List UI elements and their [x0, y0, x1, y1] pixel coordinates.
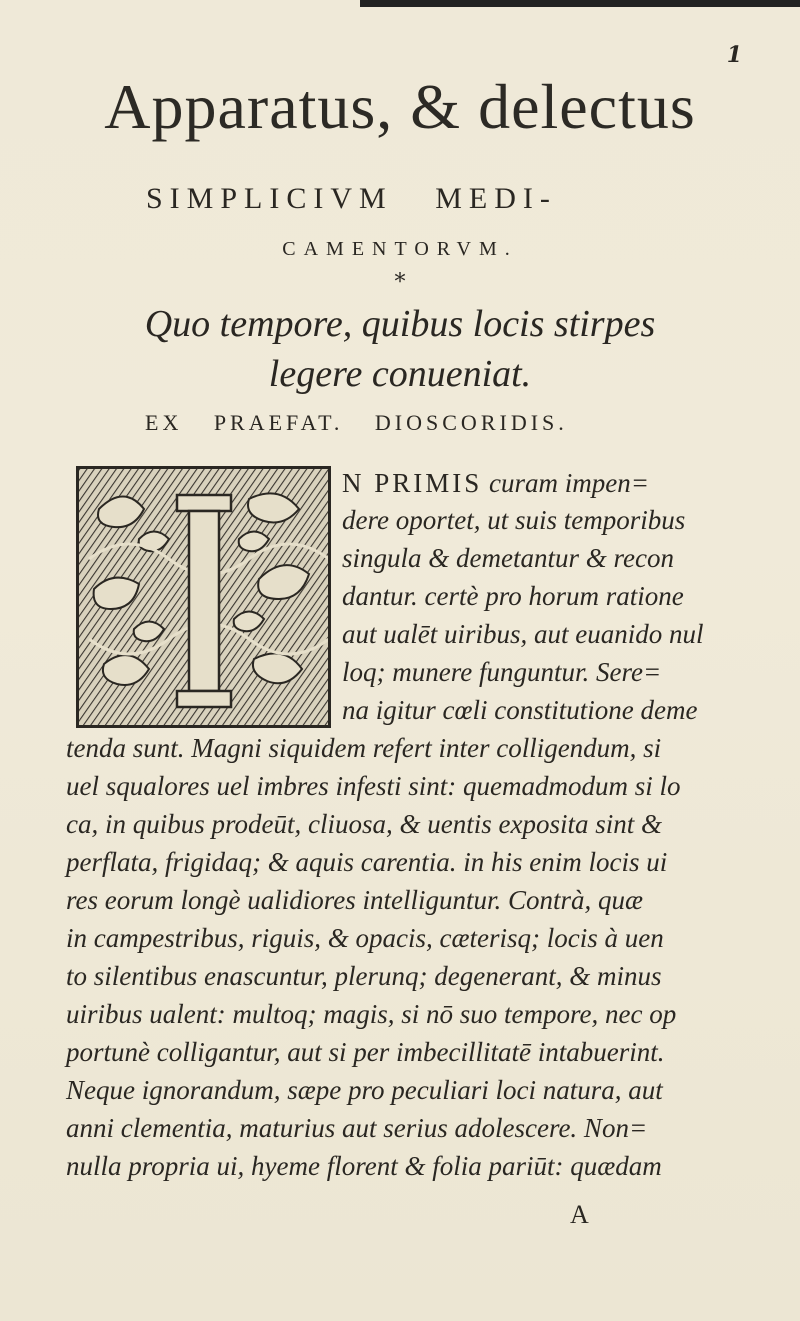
text-line: tenda sunt. Magni siquidem refert inter colligendum, si: [66, 733, 662, 763]
text-line: dere oportet, ut suis temporibus: [342, 505, 686, 535]
page-top-edge: [360, 0, 800, 7]
text-line: uiribus ualent: multoq; magis, si nō suo tempore, nec op: [66, 999, 677, 1029]
text-line: Neque ignorandum, sæpe pro peculiari loci natura, aut: [66, 1075, 663, 1105]
section-heading-line-1: Quo tempore, quibus locis stirpes: [144, 303, 656, 345]
text-line: to silentibus enascuntur, plerunq; degenerant, & minus: [66, 961, 662, 991]
section-heading-line-2: legere conueniat.: [268, 353, 532, 395]
text-line: portunè colligantur, aut si per imbecillitatē intabuerint.: [66, 1037, 665, 1067]
source-attribution: EX PRAEFAT. DIOSCORIDIS.: [145, 410, 568, 435]
decorated-initial: [76, 466, 331, 728]
text-line: perflata, frigidaq; & aquis carentia. in his enim locis ui: [66, 847, 668, 877]
signature-mark: A: [570, 1200, 589, 1229]
text-line: ca, in quibus prodeūt, cliuosa, & uentis exposita sint &: [66, 809, 662, 839]
text-line: nulla propria ui, hyeme florent & folia pariūt: quædam: [66, 1151, 662, 1181]
text-line: in campestribus, riguis, & opacis, cæterisq; locis à uen: [66, 923, 664, 953]
text-line: anni clementia, maturius aut serius adolescere. Non=: [66, 1113, 648, 1143]
foliage-ornament-icon: [79, 469, 328, 725]
text-line: na igitur cœli constitutione deme: [342, 695, 698, 725]
text-line: [342, 468, 649, 499]
asterism: *: [394, 270, 406, 295]
text-line: loq; munere funguntur. Sere=: [342, 657, 662, 687]
text-line: uel squalores uel imbres infesti sint: quemadmodum si lo: [66, 771, 681, 801]
title-subline-2: CAMENTORVM.: [282, 238, 518, 260]
text-line: res eorum longè ualidiores intelliguntur. Contrà, quæ: [66, 885, 644, 915]
page-title: Apparatus, & delectus: [104, 71, 696, 142]
text-line: aut ualēt uiribus, aut euanido nul: [342, 619, 704, 649]
opening-capitals: N PRIMIS: [342, 468, 483, 498]
text-line: dantur. certè pro horum ratione: [342, 581, 684, 611]
folio-number: 1: [726, 42, 742, 68]
title-subline-1: SIMPLICIVM MEDI-: [146, 182, 557, 215]
text-line-fragment: curam impen=: [482, 468, 649, 498]
text-line: singula & demetantur & recon: [342, 543, 674, 573]
